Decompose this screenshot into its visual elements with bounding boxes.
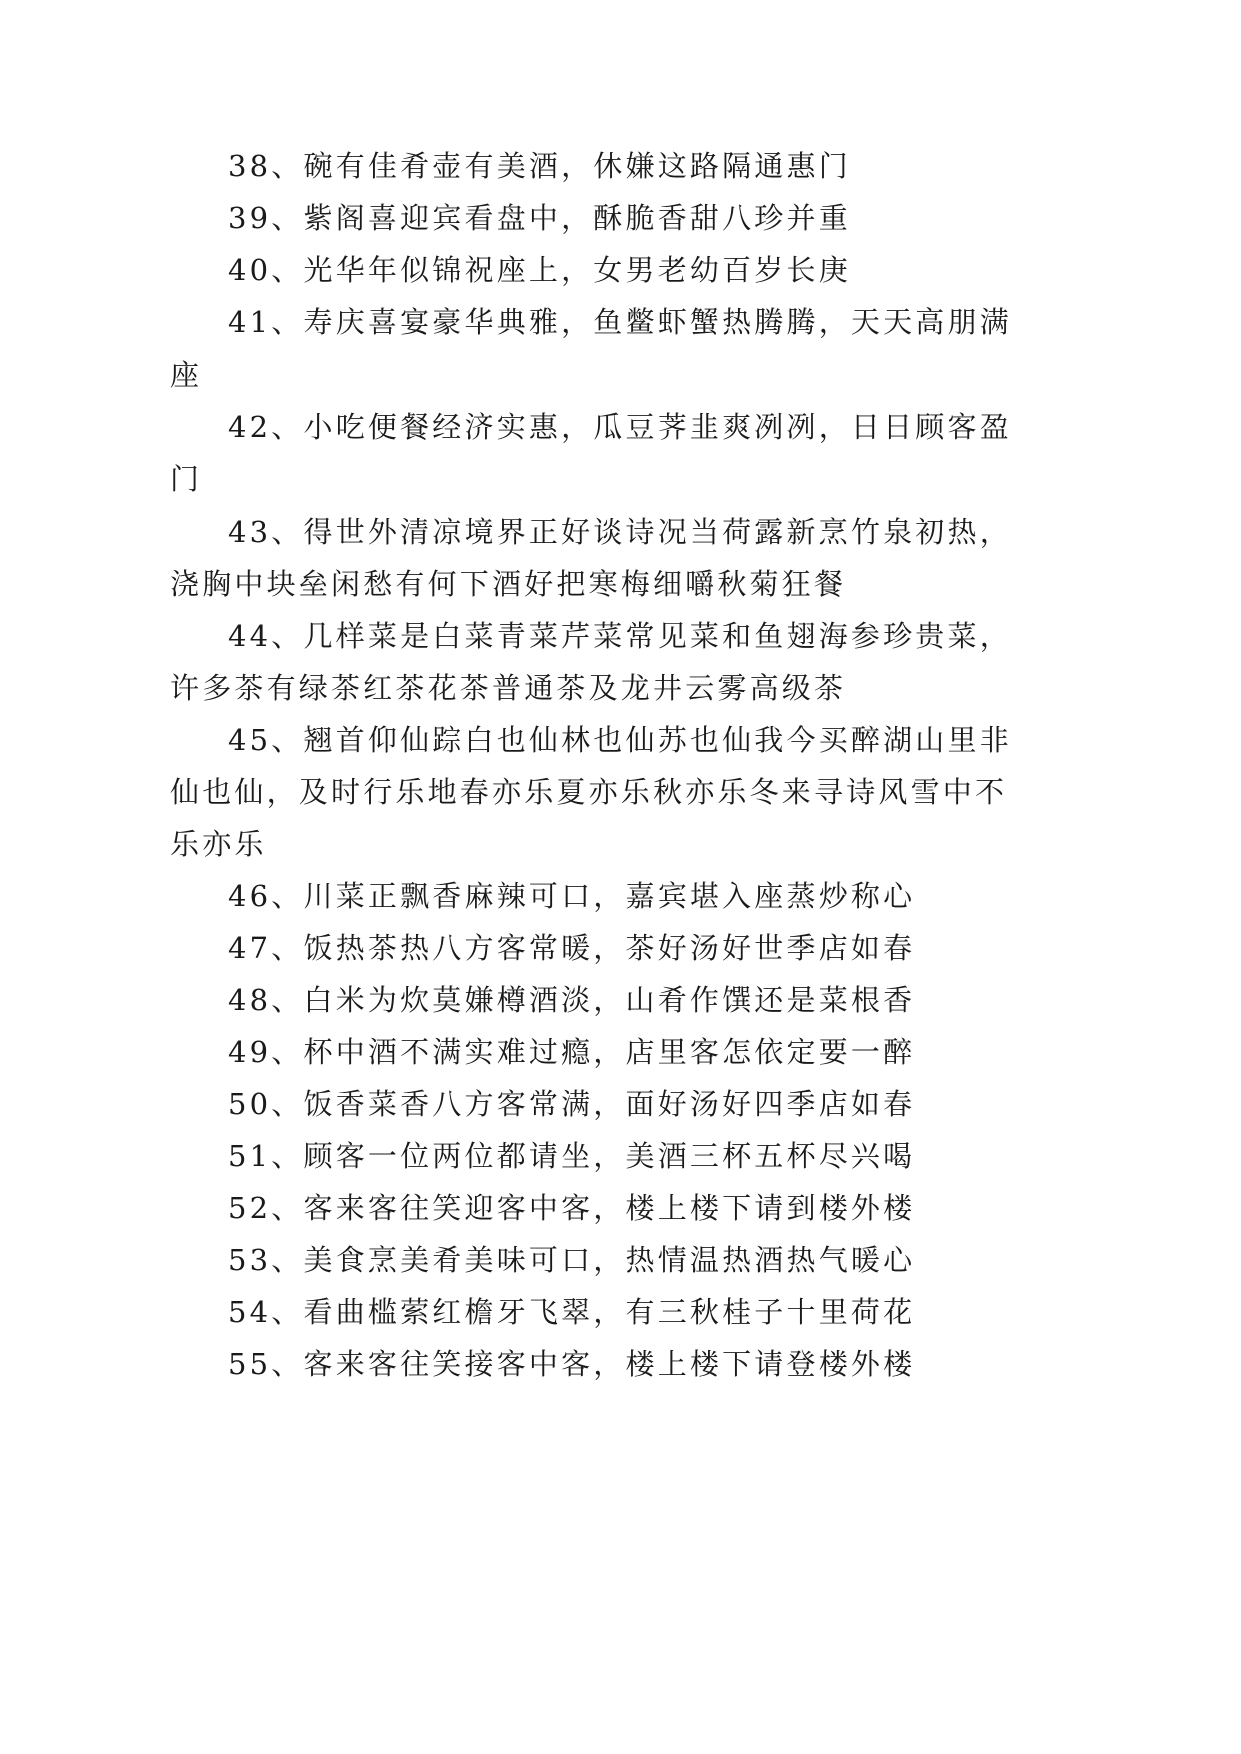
couplet-45-end: 乐亦乐 [170, 827, 267, 861]
couplet-38: 38、碗有佳肴壶有美酒，休嫌这路隔通惠门 [228, 149, 851, 183]
couplet-45: 45、翘首仰仙踪白也仙林也仙苏也仙我今买醉湖山里非 [228, 723, 1012, 757]
couplet-41: 41、寿庆喜宴豪华典雅，鱼鳖虾蟹热腾腾，天天高朋满 [228, 305, 1012, 339]
couplet-47: 47、饭热茶热八方客常暖，茶好汤好世季店如春 [228, 931, 916, 965]
couplet-51: 51、顾客一位两位都请坐，美酒三杯五杯尽兴喝 [228, 1139, 916, 1173]
couplet-54: 54、看曲槛萦红檐牙飞翠，有三秋桂子十里荷花 [228, 1295, 916, 1329]
couplet-48: 48、白米为炊莫嫌樽酒淡，山肴作馔还是菜根香 [228, 983, 916, 1017]
couplet-46: 46、川菜正飘香麻辣可口，嘉宾堪入座蒸炒称心 [228, 879, 916, 913]
couplet-53: 53、美食烹美肴美味可口，热情温热酒热气暖心 [228, 1243, 916, 1277]
couplet-55: 55、客来客往笑接客中客，楼上楼下请登楼外楼 [228, 1347, 916, 1381]
couplet-43: 43、得世外清凉境界正好谈诗况当荷露新烹竹泉初热， [228, 515, 1012, 549]
couplet-45-continued: 仙也仙，及时行乐地春亦乐夏亦乐秋亦乐冬来寻诗风雪中不 [170, 775, 1008, 809]
couplet-41-continued: 座 [170, 358, 203, 392]
couplet-44: 44、几样菜是白菜青菜芹菜常见菜和鱼翅海参珍贵菜， [228, 619, 1012, 653]
couplet-39: 39、紫阁喜迎宾看盘中，酥脆香甜八珍并重 [228, 201, 851, 235]
couplet-50: 50、饭香菜香八方客常满，面好汤好四季店如春 [228, 1087, 916, 1121]
couplet-43-continued: 浇胸中块垒闲愁有何下酒好把寒梅细嚼秋菊狂餐 [170, 567, 847, 601]
couplet-49: 49、杯中酒不满实难过瘾，店里客怎依定要一醉 [228, 1035, 916, 1069]
couplet-44-continued: 许多茶有绿茶红茶花茶普通茶及龙井云雾高级茶 [170, 671, 847, 705]
couplet-42-continued: 门 [170, 462, 203, 496]
couplet-52: 52、客来客往笑迎客中客，楼上楼下请到楼外楼 [228, 1191, 916, 1225]
couplet-40: 40、光华年似锦祝座上，女男老幼百岁长庚 [228, 253, 851, 287]
couplet-42: 42、小吃便餐经济实惠，瓜豆荠韭爽冽冽，日日顾客盈 [228, 410, 1012, 444]
